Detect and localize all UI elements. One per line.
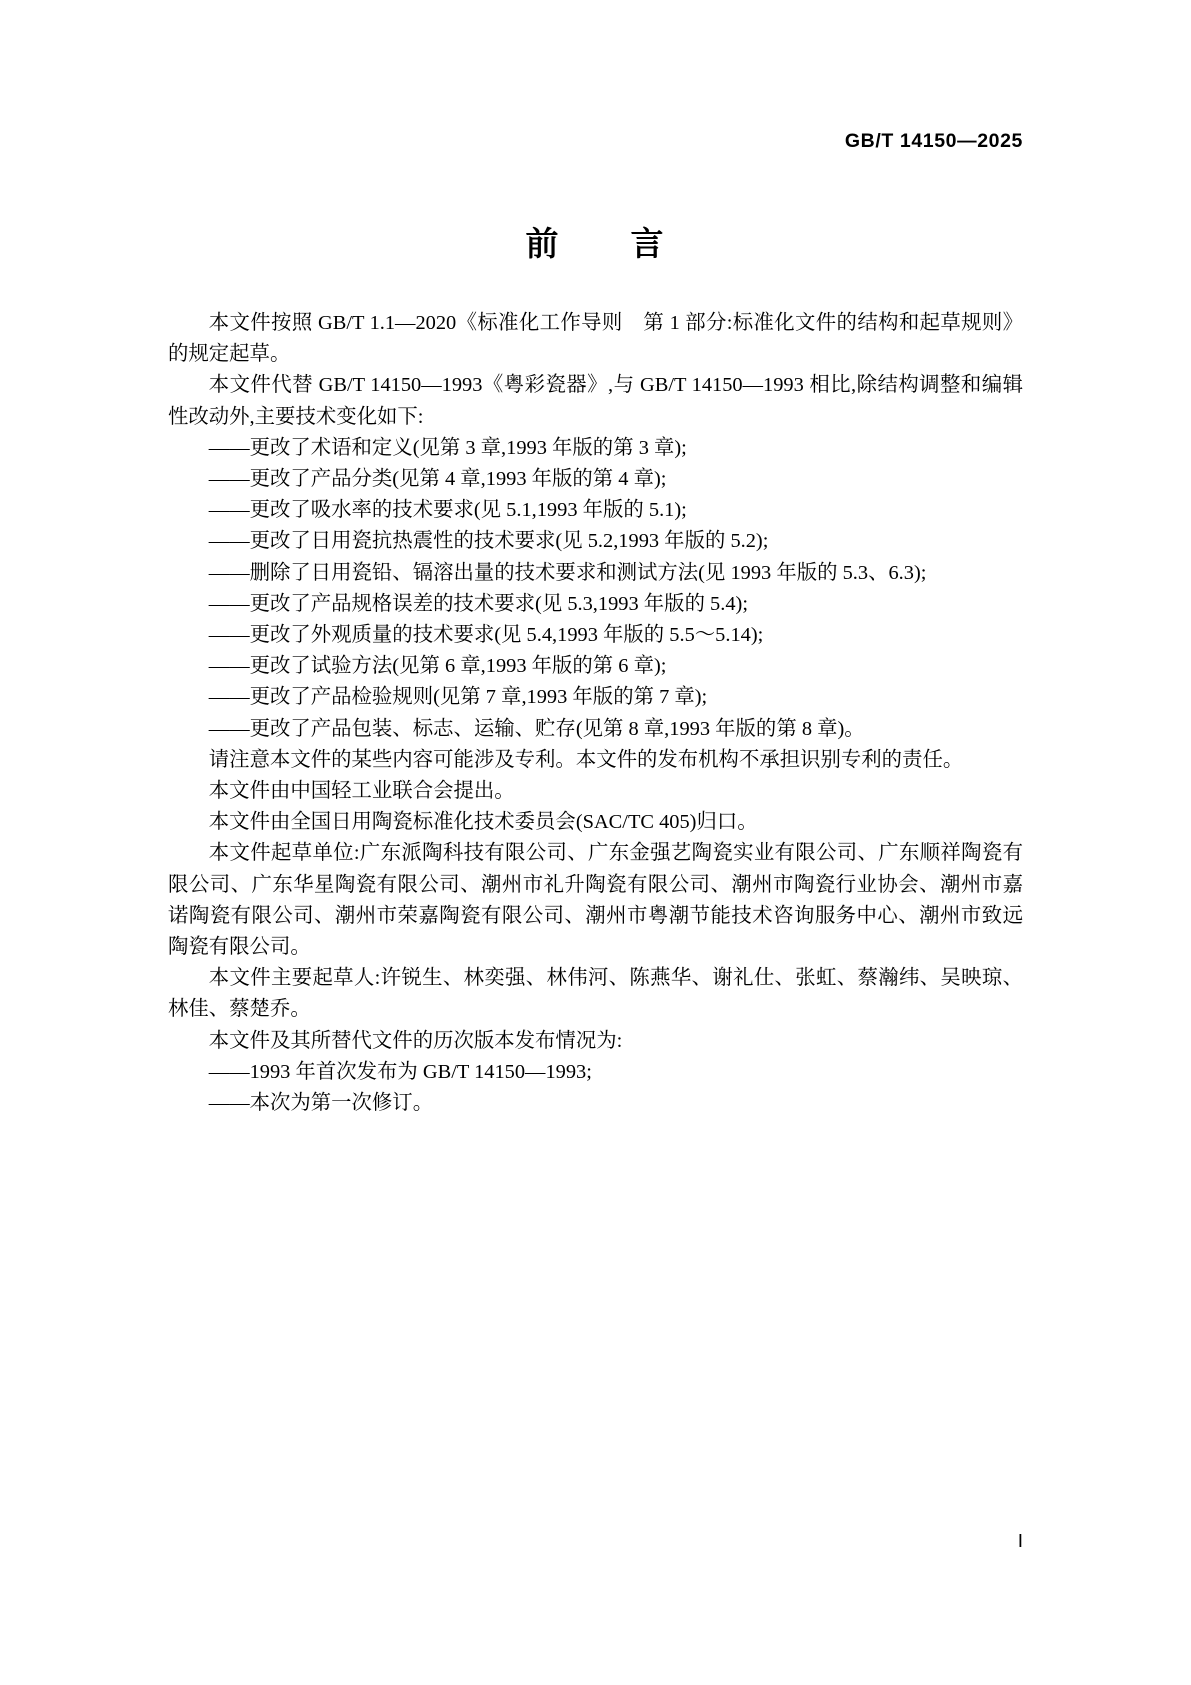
list-item: ——更改了外观质量的技术要求(见 5.4,1993 年版的 5.5～5.14); (208, 624, 764, 647)
list-item: ——更改了产品分类(见第 4 章,1993 年版的第 4 章); (208, 468, 667, 491)
list-item: ——本次为第一次修订。 (208, 1092, 434, 1115)
paragraph-drafters: 本文件主要起草人:许锐生、林奕强、林伟河、陈燕华、谢礼仕、张虹、蔡瀚纬、吴映琼、林佳、蔡楚乔。 (168, 967, 1023, 1021)
list-item: ——删除了日用瓷铅、镉溶出量的技术要求和测试方法(见 1993 年版的 5.3、6.3); (208, 561, 927, 584)
list-item: ——1993 年首次发布为 GB/T 14150—1993; (208, 1060, 592, 1083)
page-title (0, 218, 1191, 265)
technical-changes-list (168, 433, 1023, 745)
list-item: ——更改了日用瓷抗热震性的技术要求(见 5.2,1993 年版的 5.2); (208, 530, 769, 553)
running-header-text: GB/T 14150—2025 (844, 130, 1023, 152)
paragraph-drafting-units: 本文件起草单位:广东派陶科技有限公司、广东金强艺陶瓷实业有限公司、广东顺祥陶瓷有限公司、广东华星陶瓷有限公司、潮州市礼升陶瓷有限公司、潮州市陶瓷行业协会、潮州市嘉诺陶瓷有限公司、潮州市荣嘉陶瓷有限公司、潮州市粤潮节能技术咨询服务中心、潮州市致远陶瓷有限公司。 (168, 842, 1023, 959)
version-history-list (168, 1057, 1023, 1119)
list-item: ——更改了吸水率的技术要求(见 5.1,1993 年版的 5.1); (208, 499, 687, 522)
paragraph-replacement: 本文件代替 GB/T 14150—1993《粤彩瓷器》,与 GB/T 14150—1993 相比,除结构调整和编辑性改动外,主要技术变化如下: (168, 374, 1023, 428)
list-item: ——更改了试验方法(见第 6 章,1993 年版的第 6 章); (208, 655, 667, 678)
paragraph-version-history-intro: 本文件及其所替代文件的历次版本发布情况为: (208, 1029, 623, 1052)
page-number-text: Ⅰ (1017, 1531, 1023, 1551)
list-item: ——更改了产品检验规则(见第 7 章,1993 年版的第 7 章); (208, 686, 708, 709)
running-header (0, 130, 1023, 153)
paragraph-proposer: 本文件由中国轻工业联合会提出。 (208, 780, 515, 803)
foreword-content (168, 308, 1023, 1119)
page-title-text: 前 言 (525, 224, 666, 263)
list-item: ——更改了产品规格误差的技术要求(见 5.3,1993 年版的 5.4); (208, 592, 749, 615)
paragraph-patent-notice: 请注意本文件的某些内容可能涉及专利。本文件的发布机构不承担识别专利的责任。 (208, 748, 964, 771)
page-number (0, 1531, 1023, 1552)
paragraph-administrator: 本文件由全国日用陶瓷标准化技术委员会(SAC/TC 405)归口。 (208, 811, 758, 834)
list-item: ——更改了产品包装、标志、运输、贮存(见第 8 章,1993 年版的第 8 章)。 (208, 717, 865, 740)
list-item: ——更改了术语和定义(见第 3 章,1993 年版的第 3 章); (208, 436, 687, 459)
paragraph-basis: 本文件按照 GB/T 1.1—2020《标准化工作导则 第 1 部分:标准化文件的结构和起草规则》的规定起草。 (168, 312, 1023, 366)
